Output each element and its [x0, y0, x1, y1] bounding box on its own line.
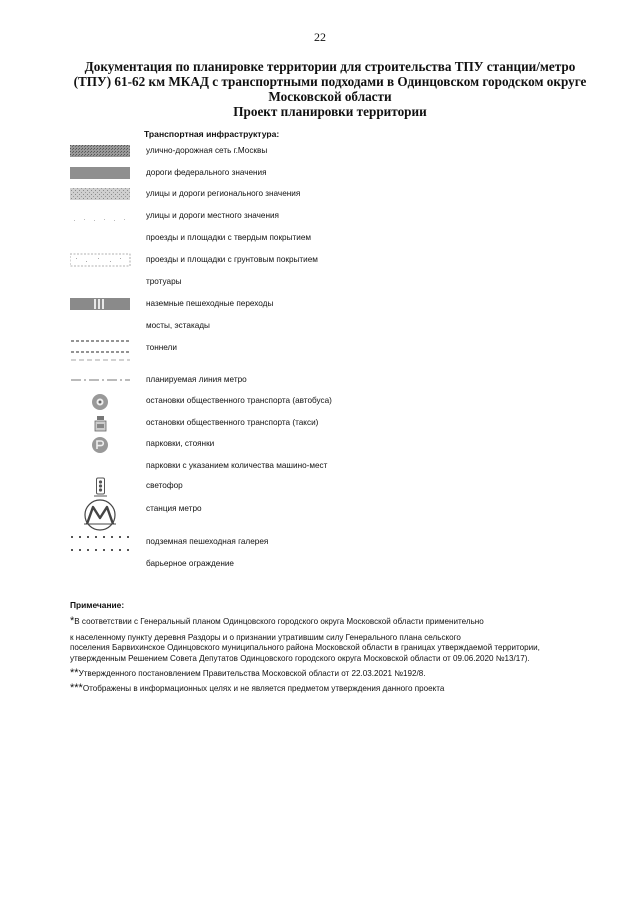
tunnels-icon: [70, 339, 132, 359]
legend-item: [0, 251, 640, 271]
title-line: Проект планировки территории: [233, 104, 427, 119]
legend-label: улично-дорожная сеть г.Москвы: [146, 146, 268, 155]
legend-label: остановки общественного транспорта (такси): [146, 418, 319, 427]
legend-item: [0, 229, 640, 249]
legend-item: [0, 435, 640, 455]
legend-label: станция метро: [146, 504, 202, 513]
legend-item: [0, 500, 640, 520]
note-marker: *: [70, 615, 75, 627]
legend-item: [0, 555, 640, 575]
pedestrian-crossing-icon: [70, 295, 132, 315]
parking-icon: [70, 435, 132, 455]
page-number: 22: [314, 30, 326, 44]
metro-station-icon: [70, 498, 132, 534]
bus-stop-icon: [70, 392, 132, 412]
title-line: Документация по планировке территории для строительства ТПУ станции/метро: [84, 59, 576, 74]
note-line: к населенному пункту деревня Раздоры и о признании утратившим силу Генерального плана сельского: [70, 632, 461, 642]
note-line: утвержденным Решением Совета Депутатов Одинцовского городского округа Московской области от 09.06.2020 №13/17).: [70, 653, 530, 663]
legend-label: наземные пешеходные переходы: [146, 299, 274, 308]
taxi-stop-icon: [70, 414, 132, 434]
note-line: Утвержденного постановлением Правительства Московской области от 22.03.2021 №192/8.: [78, 669, 426, 678]
local-roads-icon: [70, 207, 132, 227]
note-line: В соответствии с Генеральный планом Одинцовского городского округа Московской области применительно: [74, 617, 484, 626]
legend-item: [0, 477, 640, 497]
legend-label: улицы и дороги регионального значения: [146, 189, 301, 198]
underground-gallery-icon: [70, 533, 132, 555]
legend-item: [0, 142, 640, 162]
legend-label: тоннели: [146, 343, 177, 352]
note-marker: ***: [70, 682, 83, 694]
dirt-roads-icon: [70, 251, 132, 271]
legend-item: [0, 317, 640, 337]
street-network-moscow-icon: [70, 142, 132, 162]
legend-label: остановки общественного транспорта (автобуса): [146, 396, 332, 405]
title-line: Московской области: [268, 89, 392, 104]
legend-label: подземная пешеходная галерея: [146, 537, 269, 546]
note-marker: **: [70, 667, 79, 679]
traffic-light-icon: [70, 477, 132, 499]
legend-item: [0, 457, 640, 477]
legend-item: [0, 207, 640, 227]
note-line: поселения Барвихинское Одинцовского муниципального района Московской области в границах утверждаемой территории,: [70, 643, 540, 652]
legend-item: [0, 295, 640, 315]
note-2: [70, 668, 590, 680]
legend-item: [0, 371, 640, 391]
legend-item: [0, 414, 640, 434]
legend-item: [0, 185, 640, 205]
legend-item: [0, 164, 640, 184]
legend-item: [0, 339, 640, 359]
planned-metro-line-icon: [70, 371, 132, 391]
note-1: [70, 616, 590, 664]
legend-item: [0, 533, 640, 553]
notes-title: Примечание:: [70, 600, 125, 610]
legend-label: улицы и дороги местного значения: [146, 211, 279, 220]
legend-label: парковки, стоянки: [146, 439, 215, 448]
legend-item: [0, 392, 640, 412]
legend-label: планируемая линия метро: [146, 375, 247, 384]
legend-label: светофор: [146, 481, 183, 490]
note-3: [70, 683, 590, 695]
federal-roads-icon: [70, 164, 132, 184]
legend-label: тротуары: [146, 277, 182, 286]
title-line: (ТПУ) 61-62 км МКАД с транспортными подходами в Одинцовском городском округе: [73, 74, 587, 89]
legend-label: проезды и площадки с грунтовым покрытием: [146, 255, 318, 264]
legend-header: Транспортная инфраструктура:: [144, 129, 280, 139]
legend-item: [0, 273, 640, 293]
document-title: [60, 59, 600, 119]
legend-label: мосты, эстакады: [146, 321, 210, 330]
legend-label: проезды и площадки с твердым покрытием: [146, 233, 312, 242]
note-line: Отображены в информационных целях и не является предметом утверждения данного проекта: [82, 684, 445, 693]
legend-label: барьерное ограждение: [146, 559, 234, 568]
regional-roads-icon: [70, 185, 132, 205]
legend-label: дороги федерального значения: [146, 168, 267, 177]
legend-label: парковки с указанием количества машино-мест: [146, 461, 328, 470]
